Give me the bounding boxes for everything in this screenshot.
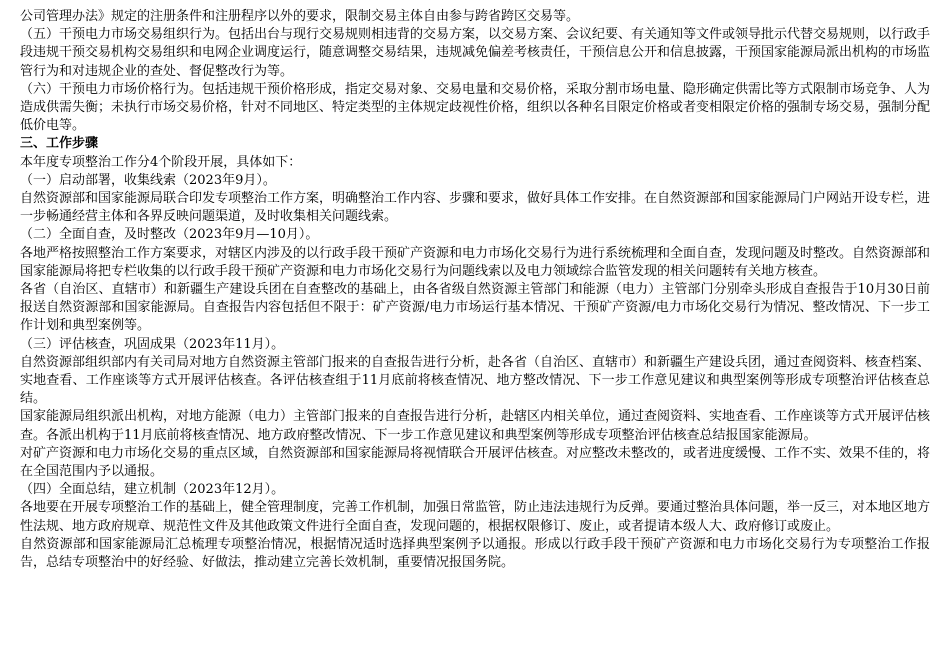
stage-4-text-2: 自然资源部和国家能源局汇总梳理专项整治情况，根据情况适时选择典型案例予以通报。形成以行政手段干预矿产资源和电力市场化交易行为专项整治工作报告，总结专项整治中的好经验、好做法，推动建立完善长效机制，重要情况报国务院。 (20, 536, 930, 571)
stage-3-text-1: 自然资源部组织部内有关司局对地方自然资源主管部门报来的自查报告进行分析，赴各省（自治区、直辖市）和新疆生产建设兵团，通过查阅资料、核查档案、实地查看、工作座谈等方式开展评估核查。各评估核查组于11月底前将核查情况、地方整改情况、下一步工作意见建议和典型案例等形成专项整治评估核查总结。 (20, 354, 931, 407)
stage-1-text: 自然资源部和国家能源局联合印发专项整治工作方案，明确整治工作内容、步骤和要求，做好具体工作安排。在自然资源部和国家能源局门户网站开设专栏，进一步畅通经营主体和各界反映问题渠道，及时收集相关问题线索。 (20, 191, 931, 225)
stage-4-heading: （四）全面总结，建立机制（2023年12月）。 (20, 482, 285, 498)
stage-2-text-1: 各地严格按照整治工作方案要求，对辖区内涉及的以行政手段干预矿产资源和电力市场化交易行为进行系统梳理和全面自查，发现问题及时整改。自然资源部和国家能源局将把专栏收集的以行政手段干预矿产资源和电力市场化交易行为问题线索以及电力领域综合监管发现的相关问题转有关地方核查。 (20, 245, 931, 279)
stage-2-heading: （二）全面自查，及时整改（2023年9月—10月）。 (20, 227, 319, 243)
stage-3-text-2: 国家能源局组织派出机构，对地方能源（电力）主管部门报来的自查报告进行分析，赴辖区内相关单位，通过查阅资料、实地查看、工作座谈等方式开展评估核查。各派出机构于11月底前将核查情况、地方政府整改情况、下一步工作意见建议和典型案例等形成专项整治评估核查总结报国家能源局。 (20, 409, 931, 443)
stage-3-text-3: 对矿产资源和电力市场化交易的重点区域，自然资源部和国家能源局将视情联合开展评估核查。对应整改未整改的，或者进度缓慢、工作不实、效果不佳的，将在全国范围内予以通报。 (20, 445, 931, 480)
paragraph-item-6: （六）干预电力市场价格行为。包括违规干预价格形成，指定交易对象、交易电量和交易价格，采取分割市场电量、隐形确定供需比等方式限制市场竞争、人为造成供需失衡；未执行市场交易价格，针对不同地区、特定类型的主体规定歧视性价格，组织以各种名目限定价格或者变相限定价格的强制专场交易，强制分配低价电等。 (20, 81, 931, 134)
stage-4-text-1: 各地要在开展专项整治工作的基础上，健全管理制度，完善工作机制，加强日常监管，防止违法违规行为反弹。要通过整治具体问题，举一反三，对本地区地方性法规、地方政府规章、规范性文件及其他政策文件进行全面自查，发现问题的，根据权限修订、废止，或者提请本级人大、政府修订或废止。 (20, 500, 931, 534)
stage-2-text-2: 各省（自治区、直辖市）和新疆生产建设兵团在自查整改的基础上，由各省级自然资源主管部门和能源（电力）主管部门分别牵头形成自查报告于10月30日前报送自然资源部和国家能源局。自查报告内容包括但不限于：矿产资源/电力市场运行基本情况、干预矿产资源/电力市场化交易行为情况、整改情况、下一步工作计划和典型案例等。 (20, 282, 930, 334)
document-body (20, 8, 930, 572)
section-heading-work-steps: 三、工作步骤 (20, 136, 99, 152)
stage-3-heading: （三）评估核查，巩固成果（2023年11月）。 (20, 336, 285, 352)
paragraph-continuation: 公司管理办法》规定的注册条件和注册程序以外的要求，限制交易主体自由参与跨省跨区交易等。 (20, 9, 580, 24)
paragraph-intro: 本年度专项整治工作分4个阶段开展，具体如下： (20, 154, 302, 170)
paragraph-item-5: （五）干预电力市场交易组织行为。包括出台与现行交易规则相违背的交易方案，以交易方案、会议纪要、有关通知等文件或领导批示代替交易规则，以行政手段违规干预交易机构交易组织和电网企业调度运行，随意调整交易结果，违规减免偏差考核责任，干预信息公开和信息披露，干预国家能源局派出机构的市场监管行为和对违规企业的查处、督促整改行为等。 (20, 27, 931, 79)
stage-1-heading: （一）启动部署，收集线索（2023年9月）。 (20, 172, 276, 188)
